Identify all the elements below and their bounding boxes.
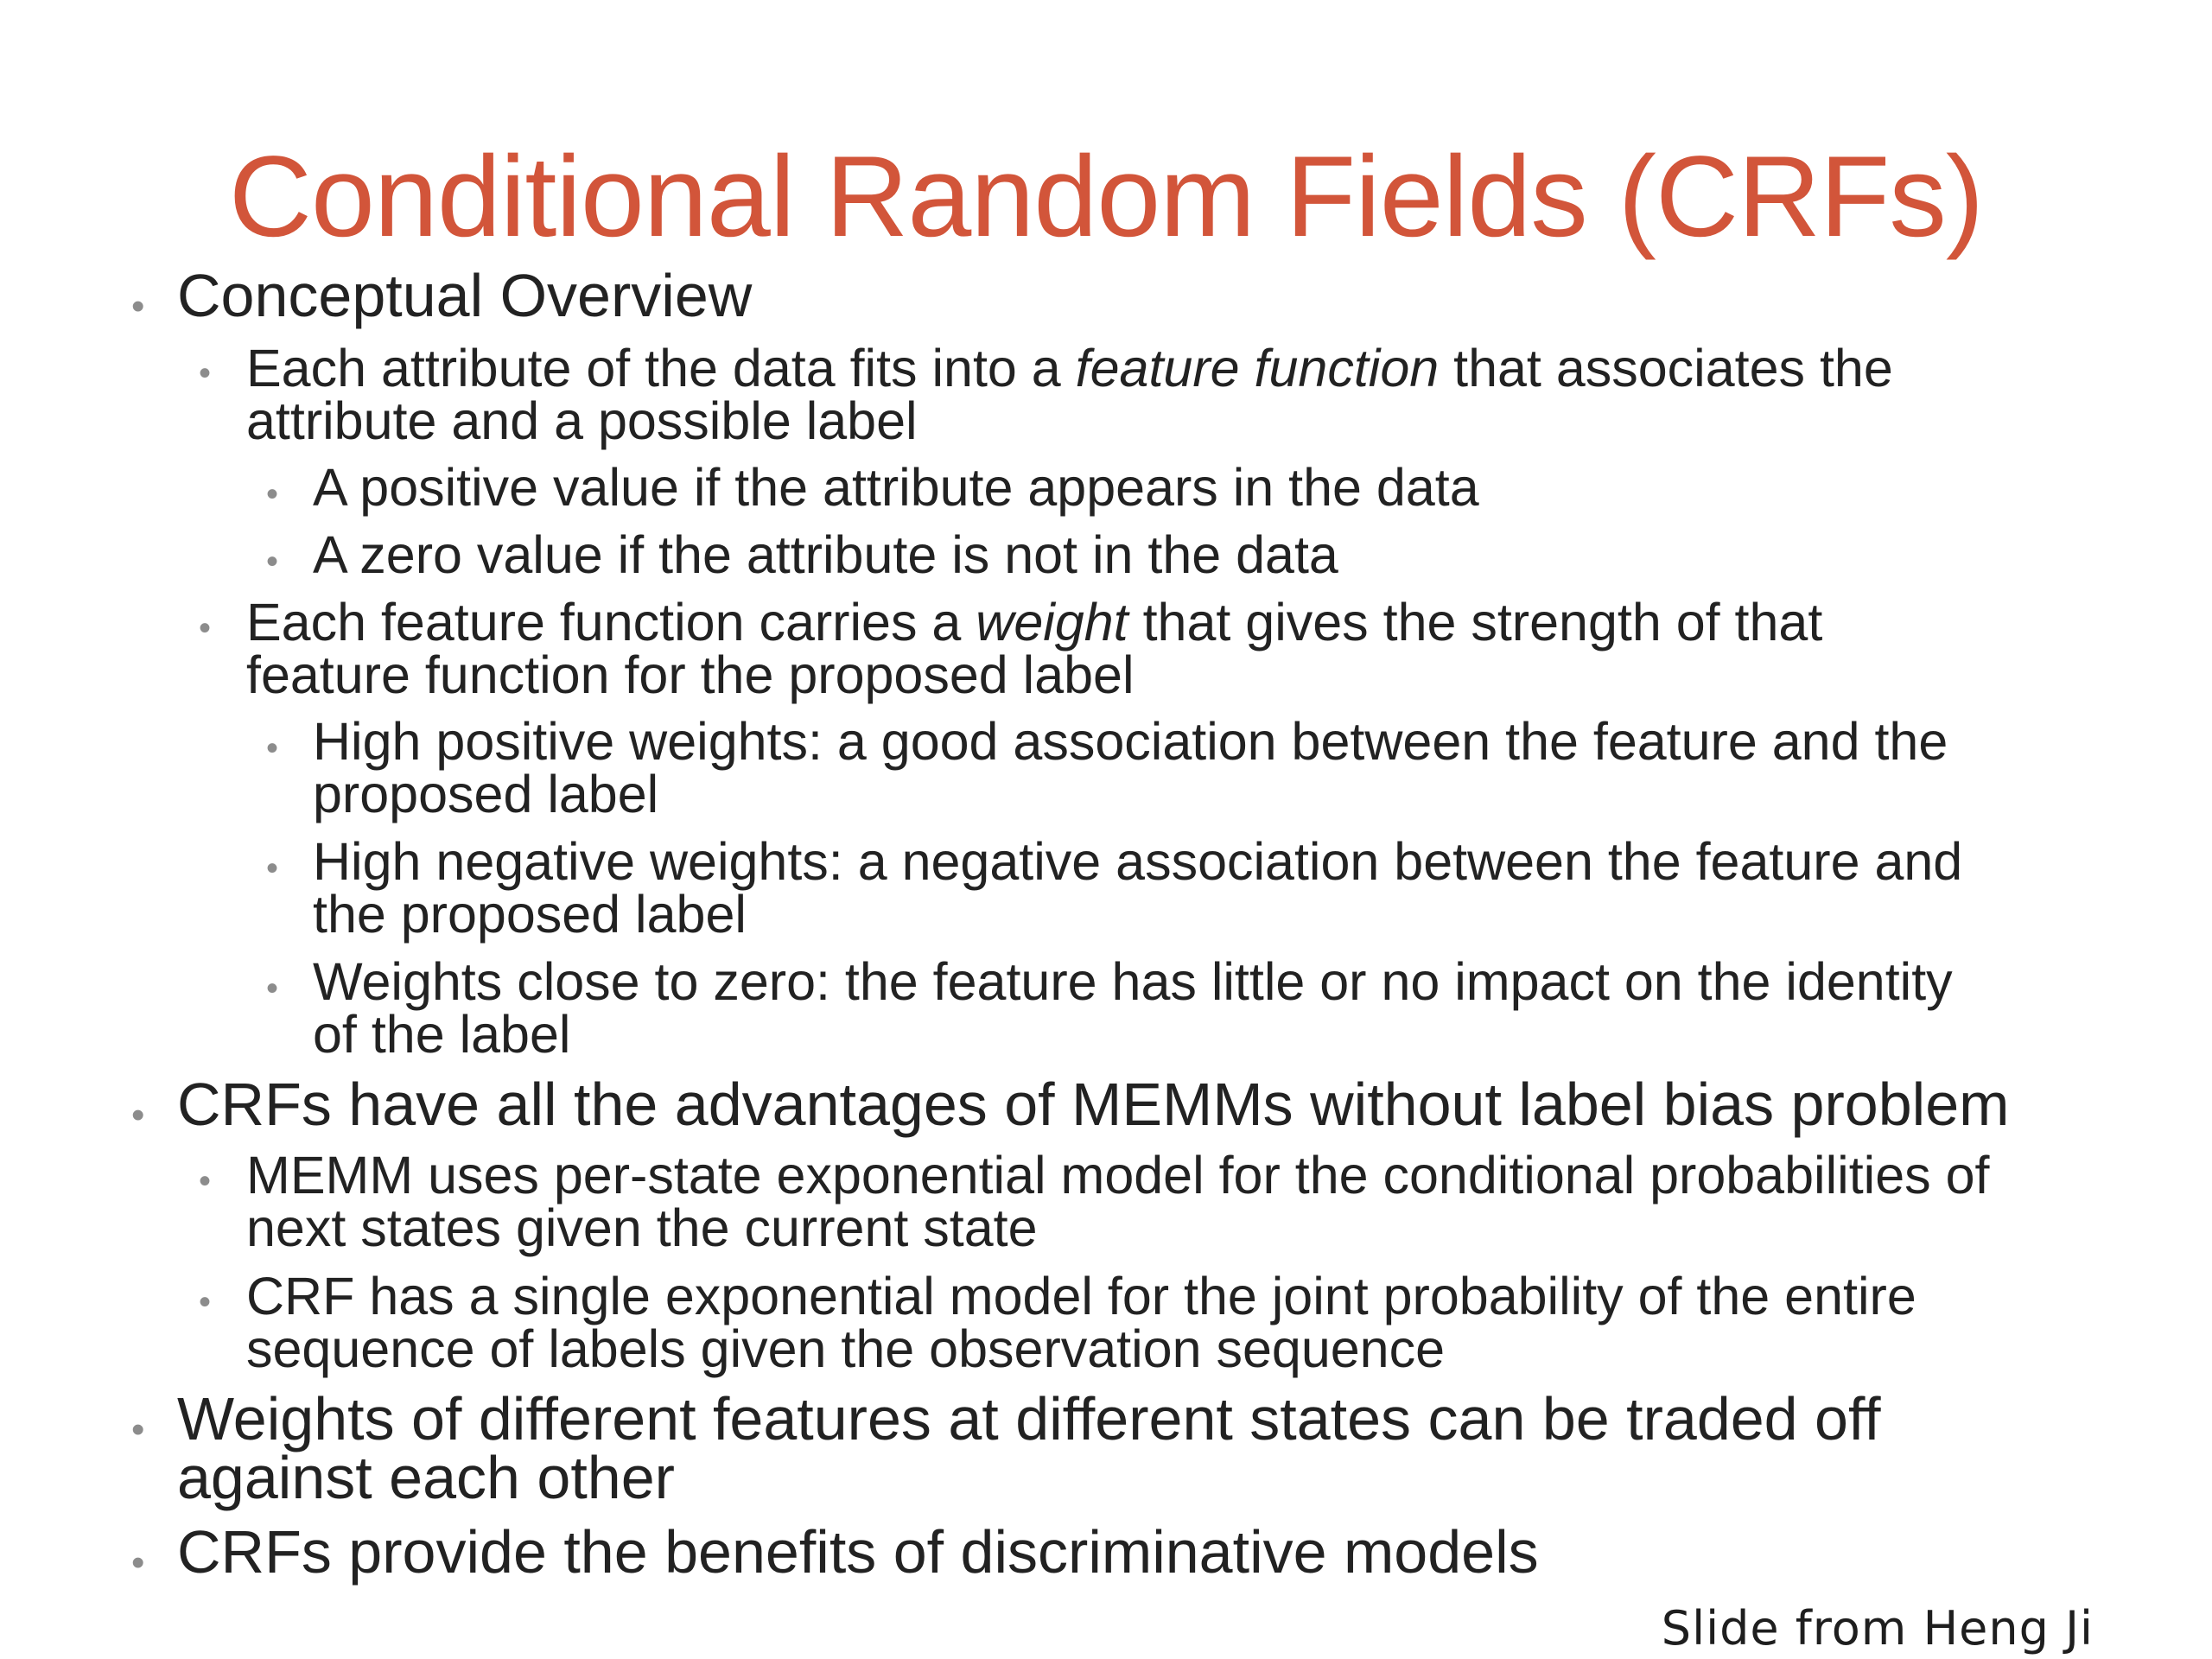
bullet-crf-single-cont: sequence of labels given the observation sequence [246, 1319, 1446, 1378]
bullet-icon: • [199, 1162, 212, 1200]
bullet-icon: • [199, 354, 212, 392]
bullet-icon: • [266, 729, 279, 767]
slide-credit: Slide from Heng Ji [1661, 1601, 2094, 1656]
bullet-discriminative: CRFs provide the benefits of discriminative models [177, 1518, 1539, 1586]
bullet-positive-value: A positive value if the attribute appears in the data [313, 458, 1479, 517]
slide-title: Conditional Random Fields (CRFs) [228, 133, 1984, 261]
bullet-high-negative: High negative weights: a negative association between the feature and [313, 832, 1963, 891]
bullet-weight-cont: feature function for the proposed label [246, 645, 1135, 704]
bullet-icon: • [131, 285, 145, 327]
bullet-weight: Each feature function carries a weight that gives the strength of that [246, 593, 1823, 652]
bullet-conceptual-overview: Conceptual Overview [177, 262, 753, 329]
bullet-crfs-advantages: CRFs have all the advantages of MEMMs without label bias problem [177, 1071, 2010, 1138]
bullet-high-positive: High positive weights: a good association between the feature and the [313, 712, 1948, 771]
bullet-close-to-zero-cont: of the label [313, 1005, 571, 1064]
bullet-high-positive-cont: proposed label [313, 765, 659, 823]
bullet-icon: • [266, 849, 279, 887]
bullet-feature-function: Each attribute of the data fits into a feature function that associates the [246, 339, 1893, 397]
bullet-traded-off: Weights of different features at different states can be traded off [177, 1385, 1881, 1452]
bullet-traded-off-cont: against each other [177, 1444, 675, 1511]
bullet-icon: • [131, 1094, 145, 1136]
bullet-crf-single: CRF has a single exponential model for the joint probability of the entire [246, 1267, 1916, 1325]
bullet-icon: • [266, 969, 279, 1007]
bullet-icon: • [131, 1408, 145, 1451]
bullet-icon: • [266, 543, 279, 581]
bullet-high-negative-cont: the proposed label [313, 885, 747, 944]
bullet-icon: • [131, 1541, 145, 1584]
bullet-memm: MEMM uses per-state exponential model for the conditional probabilities of [246, 1146, 1990, 1205]
bullet-close-to-zero: Weights close to zero: the feature has little or no impact on the identity [313, 952, 1953, 1011]
bullet-icon: • [199, 609, 212, 647]
bullet-zero-value: A zero value if the attribute is not in the data [313, 525, 1338, 584]
bullet-icon: • [199, 1283, 212, 1321]
bullet-memm-cont: next states given the current state [246, 1198, 1038, 1257]
bullet-icon: • [266, 475, 279, 513]
bullet-feature-function-cont: attribute and a possible label [246, 391, 918, 450]
